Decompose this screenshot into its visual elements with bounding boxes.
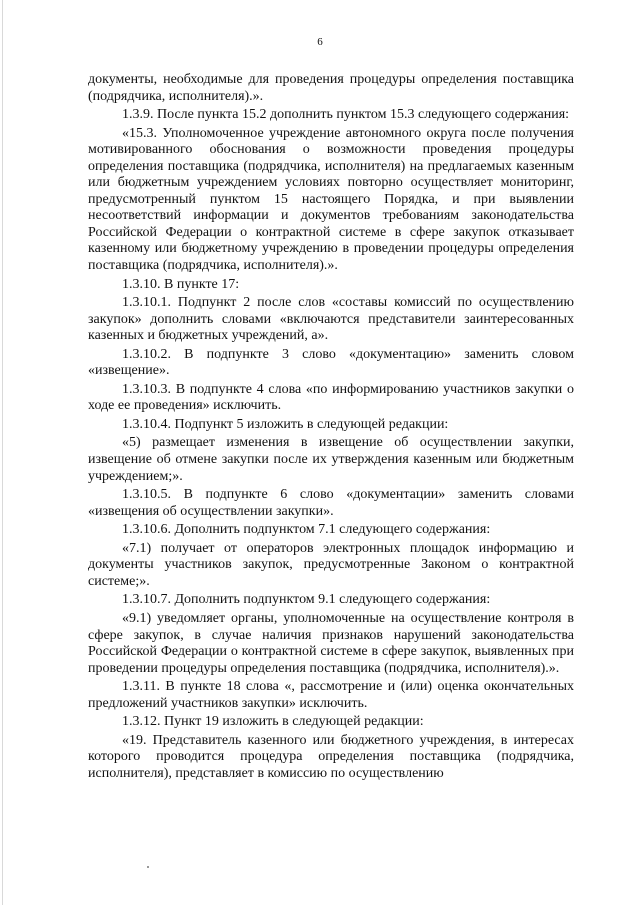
document-body bbox=[88, 72, 574, 784]
scan-edge-line bbox=[2, 0, 3, 905]
paragraph-19-quote: «19. Представитель казенного или бюджетного учреждения, в интересах которого проводится процедура определения поставщика (подрядчика, исполнителя), представляет в комиссию по осуществлению bbox=[88, 732, 574, 781]
paragraph-subitem-7-1-quote: «7.1) получает от операторов электронных площадок информацию и документы участников закупок, предусмотренные Законом о контрактной системе;». bbox=[88, 540, 574, 589]
paragraph-subitem-5-quote: «5) размещает изменения в извещение об осуществлении закупки, извещение об отмене закупки после их утверждения казенным или бюджетным учреждением;». bbox=[88, 435, 574, 484]
paragraph-1-3-10-1: 1.3.10.1. Подпункт 2 после слов «составы комиссий по осуществлению закупок» дополнить словами «включаются представители заинтересованных казенных и бюджетных учреждений, а». bbox=[88, 295, 574, 344]
paragraph-1-3-10-3: 1.3.10.3. В подпункте 4 слова «по информированию участников закупки о ходе ее проведения» исключить. bbox=[88, 381, 574, 414]
paragraph-subitem-9-1-quote: «9.1) уведомляет органы, уполномоченные на осуществление контроля в сфере закупок, в случае наличия признаков нарушений законодательства Российской Федерации о контрактной системе в сфере закупок, выявленных при проведении процедуры определения поставщика (подрядчика, исполнителя).». bbox=[88, 610, 574, 676]
page-number: 6 bbox=[317, 36, 323, 48]
paragraph-1-3-11: 1.3.11. В пункте 18 слова «, рассмотрение и (или) оценка окончательных предложений участников закупки» исключить. bbox=[88, 679, 574, 711]
paragraph-continuation: документы, необходимые для проведения процедуры определения поставщика (подрядчика, исполнителя).». bbox=[88, 72, 574, 104]
paragraph-1-3-12: 1.3.12. Пункт 19 изложить в следующей редакции: bbox=[122, 714, 424, 730]
paragraph-1-3-10-4: 1.3.10.4. Подпункт 5 изложить в следующей редакции: bbox=[122, 416, 449, 432]
scan-artifact-dot bbox=[147, 866, 149, 868]
paragraph-1-3-10-2: 1.3.10.2. В подпункте 3 слово «документацию» заменить словом «извещение». bbox=[88, 346, 574, 379]
paragraph-1-3-10-7: 1.3.10.7. Дополнить подпунктом 9.1 следующего содержания: bbox=[122, 592, 491, 608]
paragraph-1-3-10-5: 1.3.10.5. В подпункте 6 слово «документации» заменить словами «извещения об осуществлении закупки». bbox=[88, 487, 574, 519]
paragraph-15-3-quote: «15.3. Уполномоченное учреждение автономного округа после получения мотивированного обоснования о возможности проведения процедуры определения поставщика (подрядчика, исполнителя) на предлагаемых казенным или бюджетным учреждением условиях повторно осуществляет мониторинг, предусмотренный пунктом 15 настоящего Порядка, и при выявлении несоответствий информации и документов требованиям законодательства Российской Федерации о контрактной системе в сфере закупок отказывает казенному или бюджетному учреждению в проведении процедуры определения поставщика (подрядчика, исполнителя).». bbox=[88, 125, 574, 274]
paragraph-1-3-10-6: 1.3.10.6. Дополнить подпунктом 7.1 следующего содержания: bbox=[122, 522, 491, 538]
paragraph-1-3-9: 1.3.9. После пункта 15.2 дополнить пунктом 15.3 следующего содержания: bbox=[122, 107, 570, 123]
paragraph-1-3-10: 1.3.10. В пункте 17: bbox=[122, 276, 240, 292]
